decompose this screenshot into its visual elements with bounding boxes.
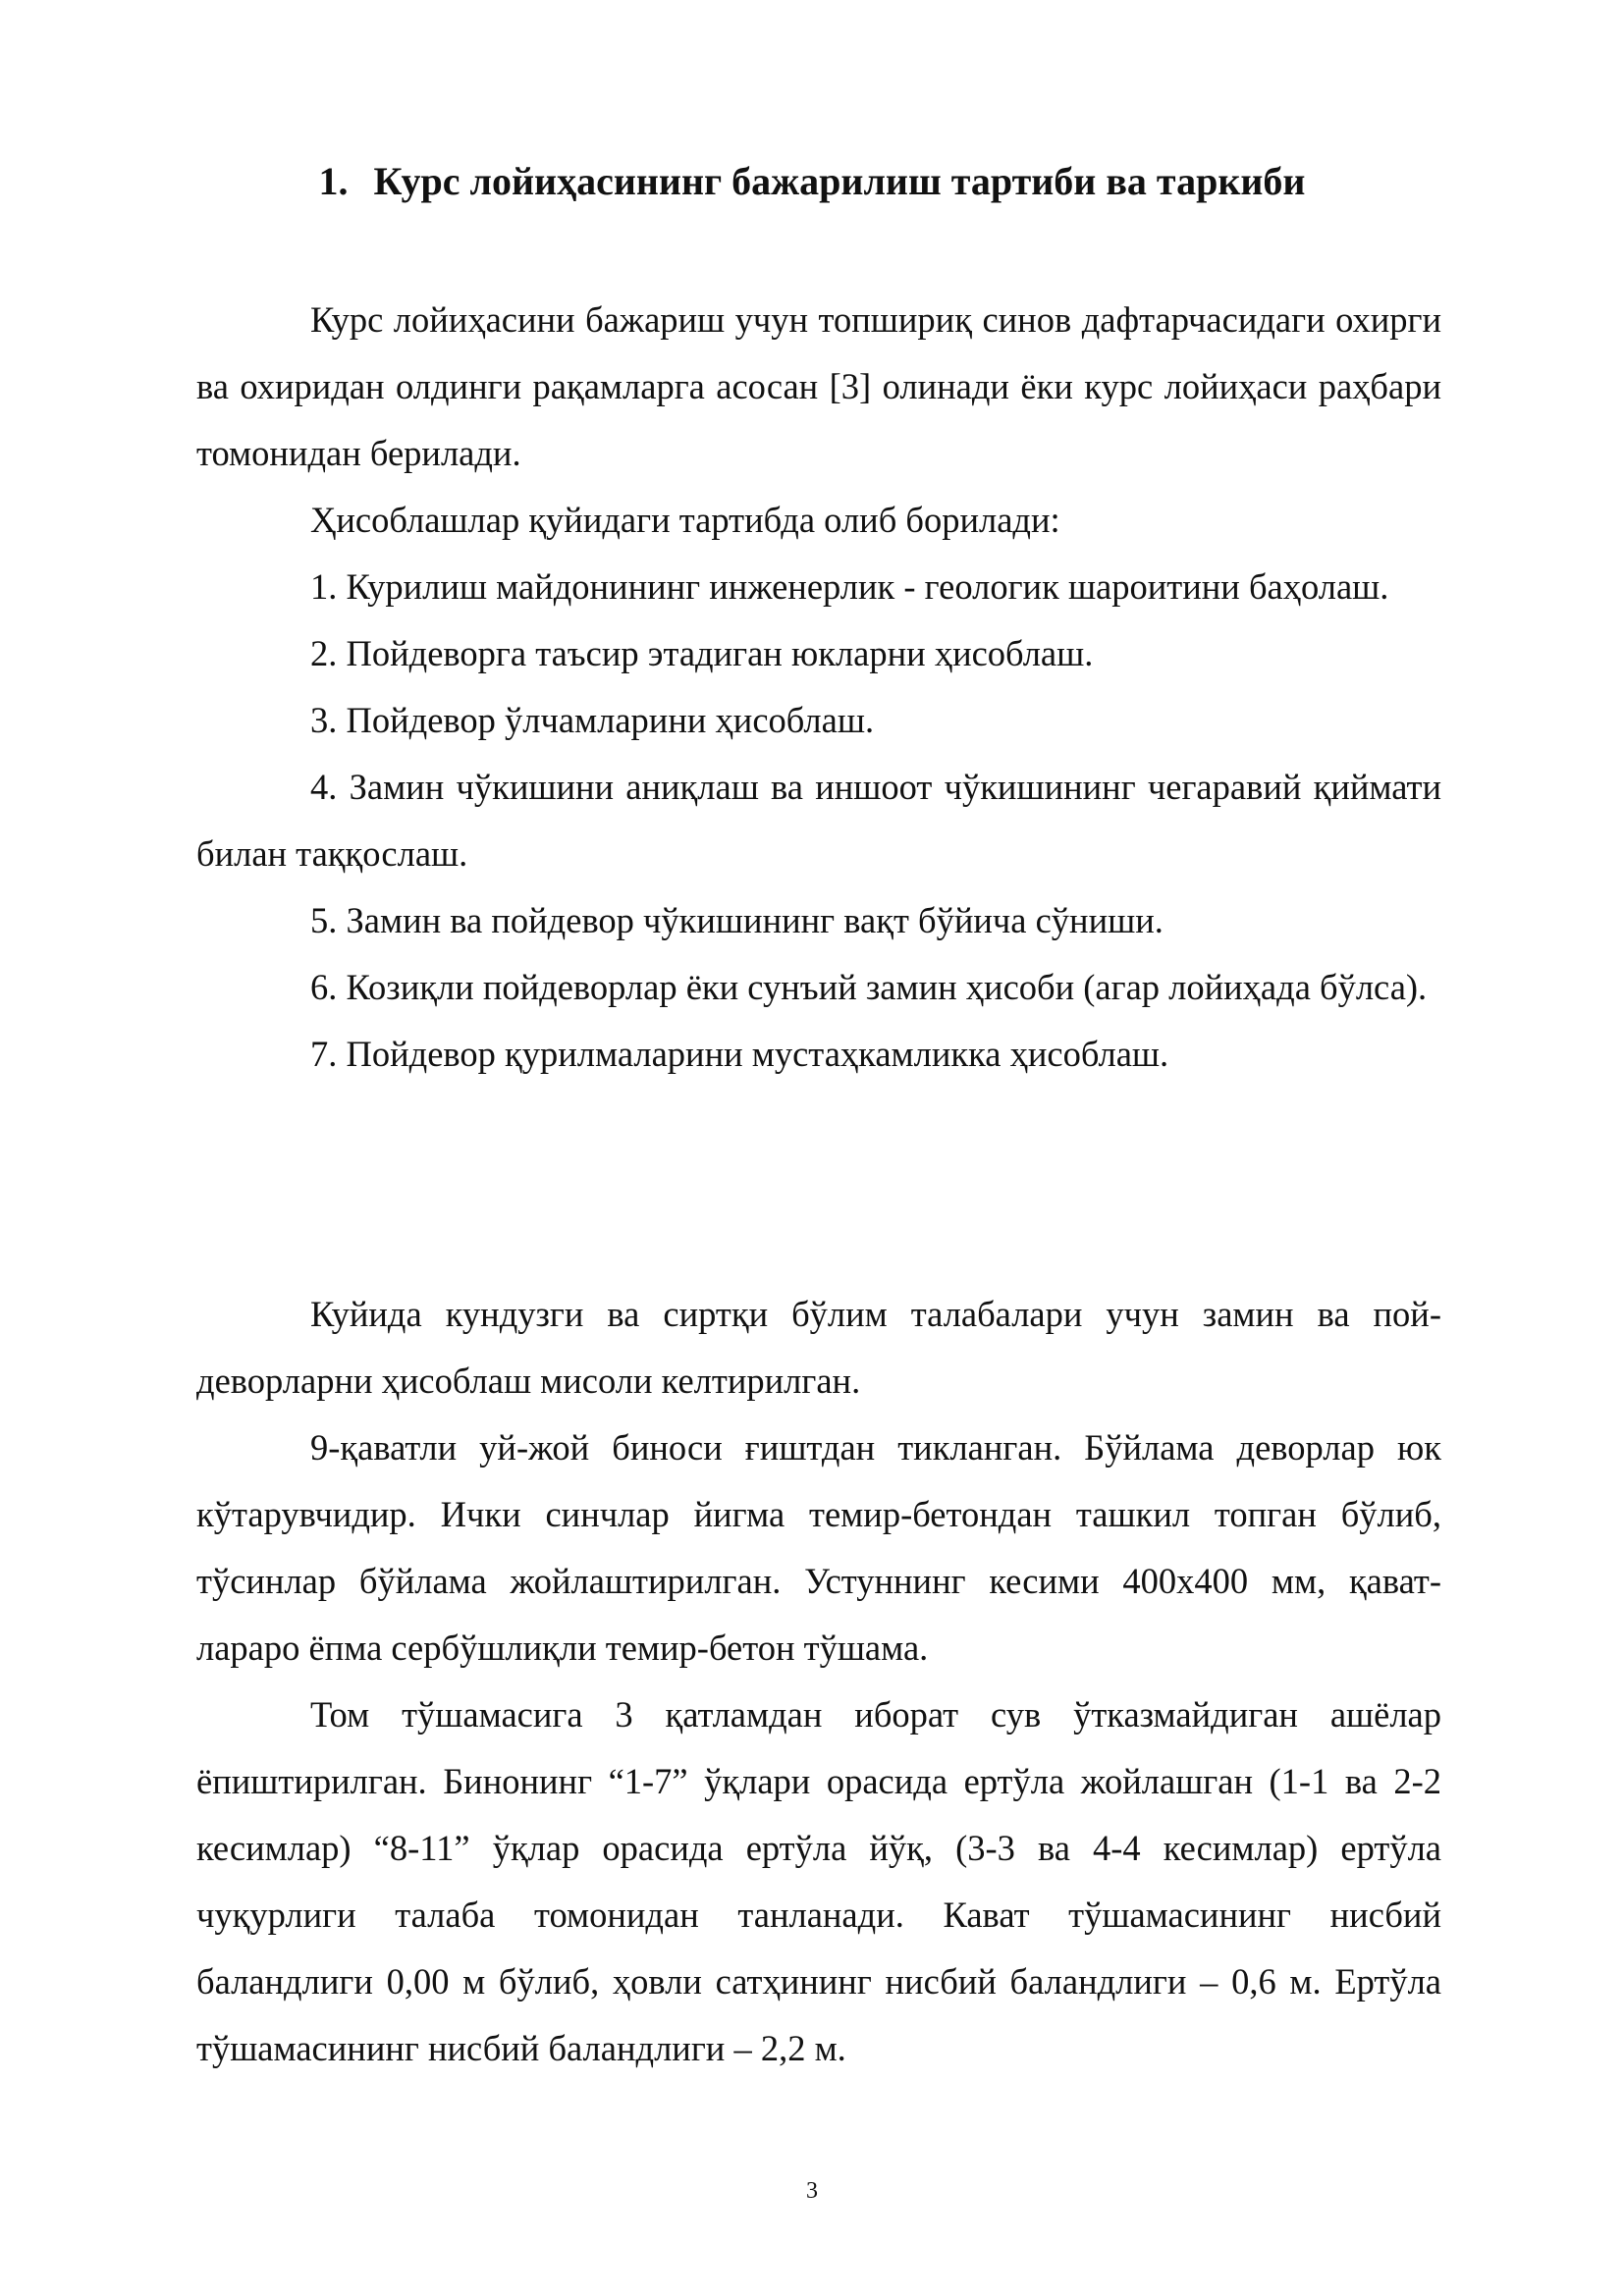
procedure-section xyxy=(196,287,1441,1088)
step-item: 7. Пойдевор қурилмаларини мустаҳкамликка ҳисоблаш. xyxy=(310,1034,1169,1074)
calculation-order-paragraph: Ҳисоблашлар қуйидаги тартибда олиб борилади: xyxy=(310,500,1060,540)
step-item: 5. Замин ва пойдевор чўкишининг вақт бўйича сўниши. xyxy=(310,900,1164,940)
example-intro-paragraph: Куйида кундузги ва сиртқи бўлим талабалари учун замин ва пой-деворларни ҳисоблаш мисоли келтирилган. xyxy=(196,1294,1441,1401)
section-title: Курс лойиҳасининг бажарилиш тартиби ва таркиби xyxy=(373,159,1306,203)
step-item: 2. Пойдеворга таъсир этадиган юкларни ҳисоблаш. xyxy=(310,633,1094,673)
section-heading xyxy=(196,157,1428,206)
step-item: 1. Курилиш майдонининг инженерлик - геологик шароитини баҳолаш. xyxy=(310,566,1389,607)
step-item: 3. Пойдевор ўлчамларини ҳисоблаш. xyxy=(310,700,875,740)
step-item: 6. Козиқли пойдеворлар ёки сунъий замин ҳисоби (агар лойиҳада бўлса). xyxy=(310,967,1428,1007)
section-number: 1. xyxy=(318,159,349,203)
building-description-paragraph: 9-қаватли уй-жой биноси ғиштдан тикланган. Бўйлама деворлар юк кўтарувчидир. Ички синчлар йигма темир-бетондан ташкил топган бўлиб, тўсинлар бўйлама жойлаштирилган. Устуннинг кесими 400х400 мм, қават-лараро ёпма сербўшлиқли темир-бетон тўшама. xyxy=(196,1427,1441,1668)
page-number: 3 xyxy=(806,2178,818,2204)
example-section xyxy=(196,1281,1441,2082)
roof-and-basement-paragraph: Том тўшамасига 3 қатламдан иборат сув ўтказмайдиган ашёлар ёпиштирилган. Бинонинг “1-7” ўқлари орасида ертўла жойлашган (1-1 ва 2-2 кесимлар) “8-11” ўқлар орасида ертўла йўқ, (3-3 ва 4-4 кесимлар) ертўла чуқурлиги талаба томонидан танланади. Кават тўшамасининг нисбий баландлиги 0,00 м бўлиб, ҳовли сатҳининг нисбий баландлиги – 0,6 м. Ертўла тўшамасининг нисбий баландлиги – 2,2 м. xyxy=(196,1694,1441,2068)
step-item: 4. Замин чўкишини аниқлаш ва иншоот чўкишининг чегаравий қиймати билан таққослаш. xyxy=(196,767,1441,874)
intro-paragraph: Курс лойиҳасини бажариш учун топшириқ синов дафтарчасидаги охирги ва охиридан олдинги рақамларга асосан [3] олинади ёки курс лойиҳаси раҳбари томонидан берилади. xyxy=(196,299,1441,473)
